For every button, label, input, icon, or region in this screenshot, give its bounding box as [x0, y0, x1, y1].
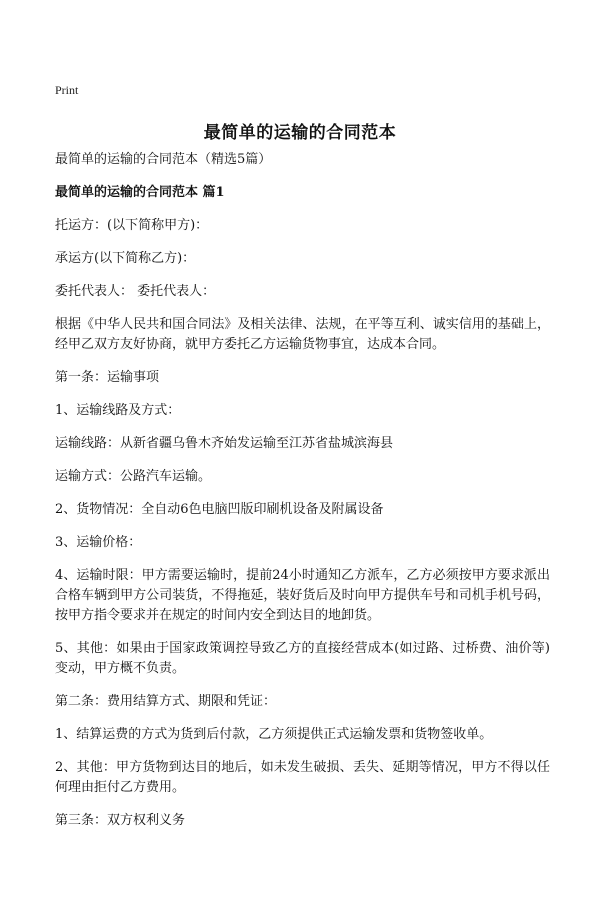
- paragraph: 委托代表人： 委托代表人：: [55, 284, 216, 299]
- paragraph: 4、运输时限：甲方需要运输时，提前24小时通知乙方派车，乙方必须按甲方要求派出合格车辆到甲方公司装货，不得拖延，装好货后及时向甲方提供车号和司机手机号码，按甲方指令要求并在规定的时间内安全到达目的地卸货。: [55, 568, 550, 623]
- page-title: 最简单的运输的合同范本: [203, 123, 397, 143]
- paragraph: 根据《中华人民共和国合同法》及相关法律、法规，在平等互利、诚实信用的基础上，经甲乙双方友好协商，就甲方委托乙方运输货物事宜，达成本合同。: [55, 317, 550, 352]
- paragraph: 运输线路：从新省疆乌鲁木齐始发运输至江苏省盐城滨海县: [55, 436, 394, 451]
- paragraph: 托运方：(以下简称甲方)：: [55, 218, 209, 233]
- paragraph: 2、其他：甲方货物到达目的地后，如未发生破损、丢失、延期等情况，甲方不得以任何理由拒付乙方费用。: [55, 760, 550, 795]
- section-heading: 最简单的运输的合同范本 篇1: [55, 185, 225, 200]
- paragraph: 最简单的运输的合同范本（精选5篇）: [55, 152, 272, 167]
- document-body: [55, 150, 550, 844]
- paragraph: 运输方式：公路汽车运输。: [55, 469, 212, 484]
- paragraph: 承运方(以下简称乙方)：: [55, 251, 196, 266]
- paragraph: 1、运输线路及方式：: [55, 403, 181, 418]
- paragraph: 2、货物情况：全自动6色电脑凹版印刷机设备及附属设备: [55, 502, 384, 517]
- paragraph: 第一条：运输事项: [55, 370, 160, 385]
- print-link[interactable]: Print: [55, 83, 79, 97]
- paragraph: 第二条：费用结算方式、期限和凭证：: [55, 694, 277, 709]
- paragraph: 1、结算运费的方式为货到后付款，乙方须提供正式运输发票和货物签收单。: [55, 727, 493, 742]
- paragraph: 第三条：双方权利义务: [55, 813, 186, 828]
- paragraph: 5、其他：如果由于国家政策调控导致乙方的直接经营成本(如过路、过桥费、油价等)变动，甲方概不负责。: [55, 641, 550, 676]
- paragraph: 3、运输价格：: [55, 535, 142, 550]
